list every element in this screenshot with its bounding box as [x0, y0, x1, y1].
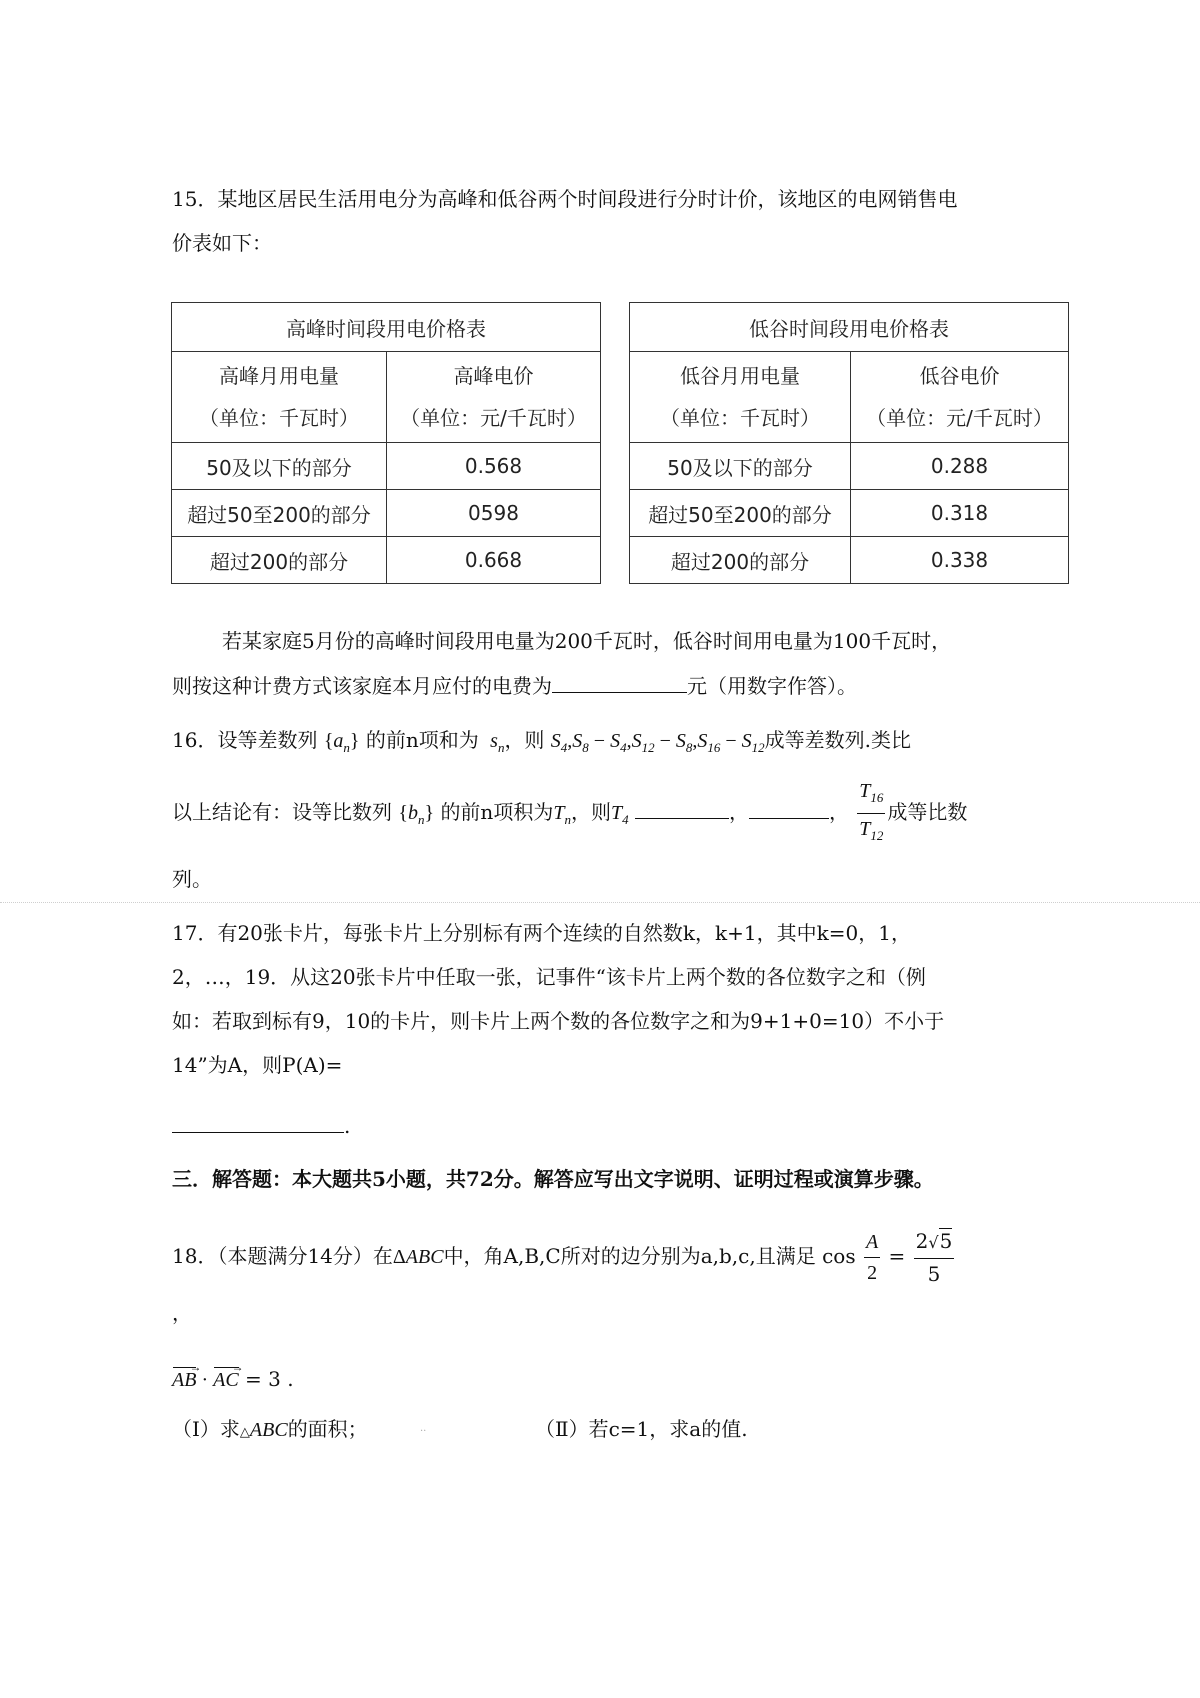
- valley-price-header: [851, 352, 1069, 443]
- table-row: [630, 537, 1069, 584]
- q18-part-1: [172, 1414, 368, 1447]
- answer-blank-16a: [635, 796, 729, 819]
- cos-half-a-formula: cos $\frac{A}{2}$ = $\frac{2√5}{5}$: [822, 1244, 956, 1268]
- q15-line-2: 价表如下：: [172, 231, 272, 255]
- triangle-abc-formula: ΔABC: [392, 1246, 444, 1268]
- q15-line-4-post: 元（用数字作答）。: [687, 674, 857, 698]
- peak-usage-unit: （单位：千瓦时）: [199, 406, 359, 430]
- valley-price-table: [629, 302, 1069, 584]
- q18-line-1-b: 中，角A,B,C所对的边分别为a,b,c,且满足: [443, 1244, 816, 1268]
- q17-line-1: 17．有20张卡片，每张卡片上分别标有两个连续的自然数k，k+1，其中k=0，1，: [172, 921, 911, 945]
- valley-price-unit: （单位：元/千瓦时）: [866, 406, 1053, 430]
- range-cell: 50及以下的部分: [630, 443, 851, 490]
- product-tn-formula: $T_n$: [553, 802, 571, 827]
- q16-line-2: 以上结论有：设等比数列 $\{b_n\}$ 的前n项积为$T_n$，则$T_4$ ， ， $\frac{T_{16}}{T_{12}}$ 成等比数: [172, 776, 967, 851]
- sum-sn-formula: $s_n$: [485, 730, 505, 755]
- price-cell: 0.568: [387, 443, 601, 490]
- q16-line-2-a: 以上结论有：设等比数列: [172, 800, 392, 824]
- q18-comma: ，: [172, 1301, 192, 1325]
- q18-dot-product-line: [172, 1364, 294, 1395]
- peak-price-label: 高峰电价: [453, 364, 534, 388]
- seq-a-formula: $\{a_n\}$: [323, 730, 360, 755]
- t16-over-t12-fraction: $\frac{T_{16}}{T_{12}}$: [857, 776, 885, 851]
- valley-usage-label: 低谷月用电量: [680, 364, 800, 388]
- q17-line-3: 如：若取到标有9，10的卡片，则卡片上两个数的各位数字之和为9+1+0=10）不小于: [172, 1009, 945, 1033]
- price-cell: 0598: [387, 490, 601, 537]
- q16-line-2-c: ，则: [570, 800, 611, 824]
- table-row: [172, 443, 601, 490]
- q18-dot-product-value: = 3 .: [245, 1367, 294, 1391]
- price-cell: 0.318: [851, 490, 1069, 537]
- t4-formula: $T_4$: [610, 802, 629, 827]
- q18-line-1: [172, 1226, 956, 1289]
- triangle-abc-formula-2: △ABC: [239, 1419, 288, 1441]
- q16-line-3: 列。: [172, 867, 212, 891]
- peak-usage-label: 高峰月用电量: [219, 364, 339, 388]
- price-cell: 0.668: [387, 537, 601, 584]
- range-cell: 超过200的部分: [630, 537, 851, 584]
- peak-price-table: [171, 302, 601, 584]
- q16-line-1-b: 的前n项和为: [365, 728, 479, 752]
- sum-sequence-formula: $S_4,S_8 - S_4,S_{12} - S_8,S_{16} - S_{12}$: [550, 730, 765, 755]
- q18-part-2: （Ⅱ）若c=1，求a的值.: [535, 1417, 748, 1441]
- table-row: [630, 490, 1069, 537]
- answer-blank-15: [552, 670, 687, 693]
- section-3-heading: 三．解答题：本大题共5小题，共72分。解答应写出文字说明、证明过程或演算步骤。: [172, 1167, 934, 1191]
- q16-line-2-d: 成等比数: [887, 800, 968, 824]
- range-cell: 超过200的部分: [172, 537, 387, 584]
- answer-blank-17: [172, 1110, 344, 1133]
- page-break-divider: [0, 902, 1200, 903]
- valley-price-label: 低谷电价: [919, 364, 1000, 388]
- q16-line-1: [172, 725, 911, 763]
- seq-b-formula: $\{b_n\}$: [398, 802, 435, 827]
- stray-mark: ..: [420, 1423, 427, 1434]
- q17-period: .: [344, 1114, 351, 1138]
- range-cell: 超过50至200的部分: [172, 490, 387, 537]
- q18-line-1-a: 18．（本题满分14分）在: [172, 1244, 393, 1268]
- q15-line-4-pre: 则按这种计费方式该家庭本月应付的电费为: [172, 674, 552, 698]
- q17-line-2: 2，…，19．从这20张卡片中任取一张，记事件“该卡片上两个数的各位数字之和（例: [172, 965, 926, 989]
- dot-product-formula: AB → · AC →: [172, 1369, 239, 1391]
- q16-line-1-c: ，则: [504, 728, 545, 752]
- peak-table-title: 高峰时间段用电价格表: [172, 303, 601, 352]
- q18-part-1-b: 的面积；: [287, 1417, 368, 1441]
- valley-table-title: 低谷时间段用电价格表: [630, 303, 1069, 352]
- valley-usage-header: [630, 352, 851, 443]
- q16-line-1-d: 成等差数列.类比: [764, 728, 911, 752]
- range-cell: 50及以下的部分: [172, 443, 387, 490]
- range-cell: 超过50至200的部分: [630, 490, 851, 537]
- table-row: [630, 443, 1069, 490]
- q15-line-1: 15．某地区居民生活用电分为高峰和低谷两个时间段进行分时计价，该地区的电网销售电: [172, 187, 958, 211]
- answer-blank-16b: [749, 796, 829, 819]
- valley-usage-unit: （单位：千瓦时）: [660, 406, 820, 430]
- q17-line-4: 14”为A，则P(A)=: [172, 1053, 343, 1077]
- q18-part-1-a: （Ⅰ）求: [172, 1417, 240, 1441]
- q17-line-5: [172, 1110, 350, 1141]
- peak-price-unit: （单位：元/千瓦时）: [400, 406, 587, 430]
- q15-line-3: 若某家庭5月份的高峰时间段用电量为200千瓦时，低谷时间用电量为100千瓦时，: [222, 629, 952, 653]
- peak-price-header: [387, 352, 601, 443]
- q16-line-2-b: 的前n项积为: [440, 800, 554, 824]
- price-cell: 0.338: [851, 537, 1069, 584]
- q16-line-1-a: 16．设等差数列: [172, 728, 318, 752]
- table-row: [172, 537, 601, 584]
- table-row: [172, 490, 601, 537]
- peak-usage-header: [172, 352, 387, 443]
- q15-line-4: [172, 670, 857, 701]
- price-cell: 0.288: [851, 443, 1069, 490]
